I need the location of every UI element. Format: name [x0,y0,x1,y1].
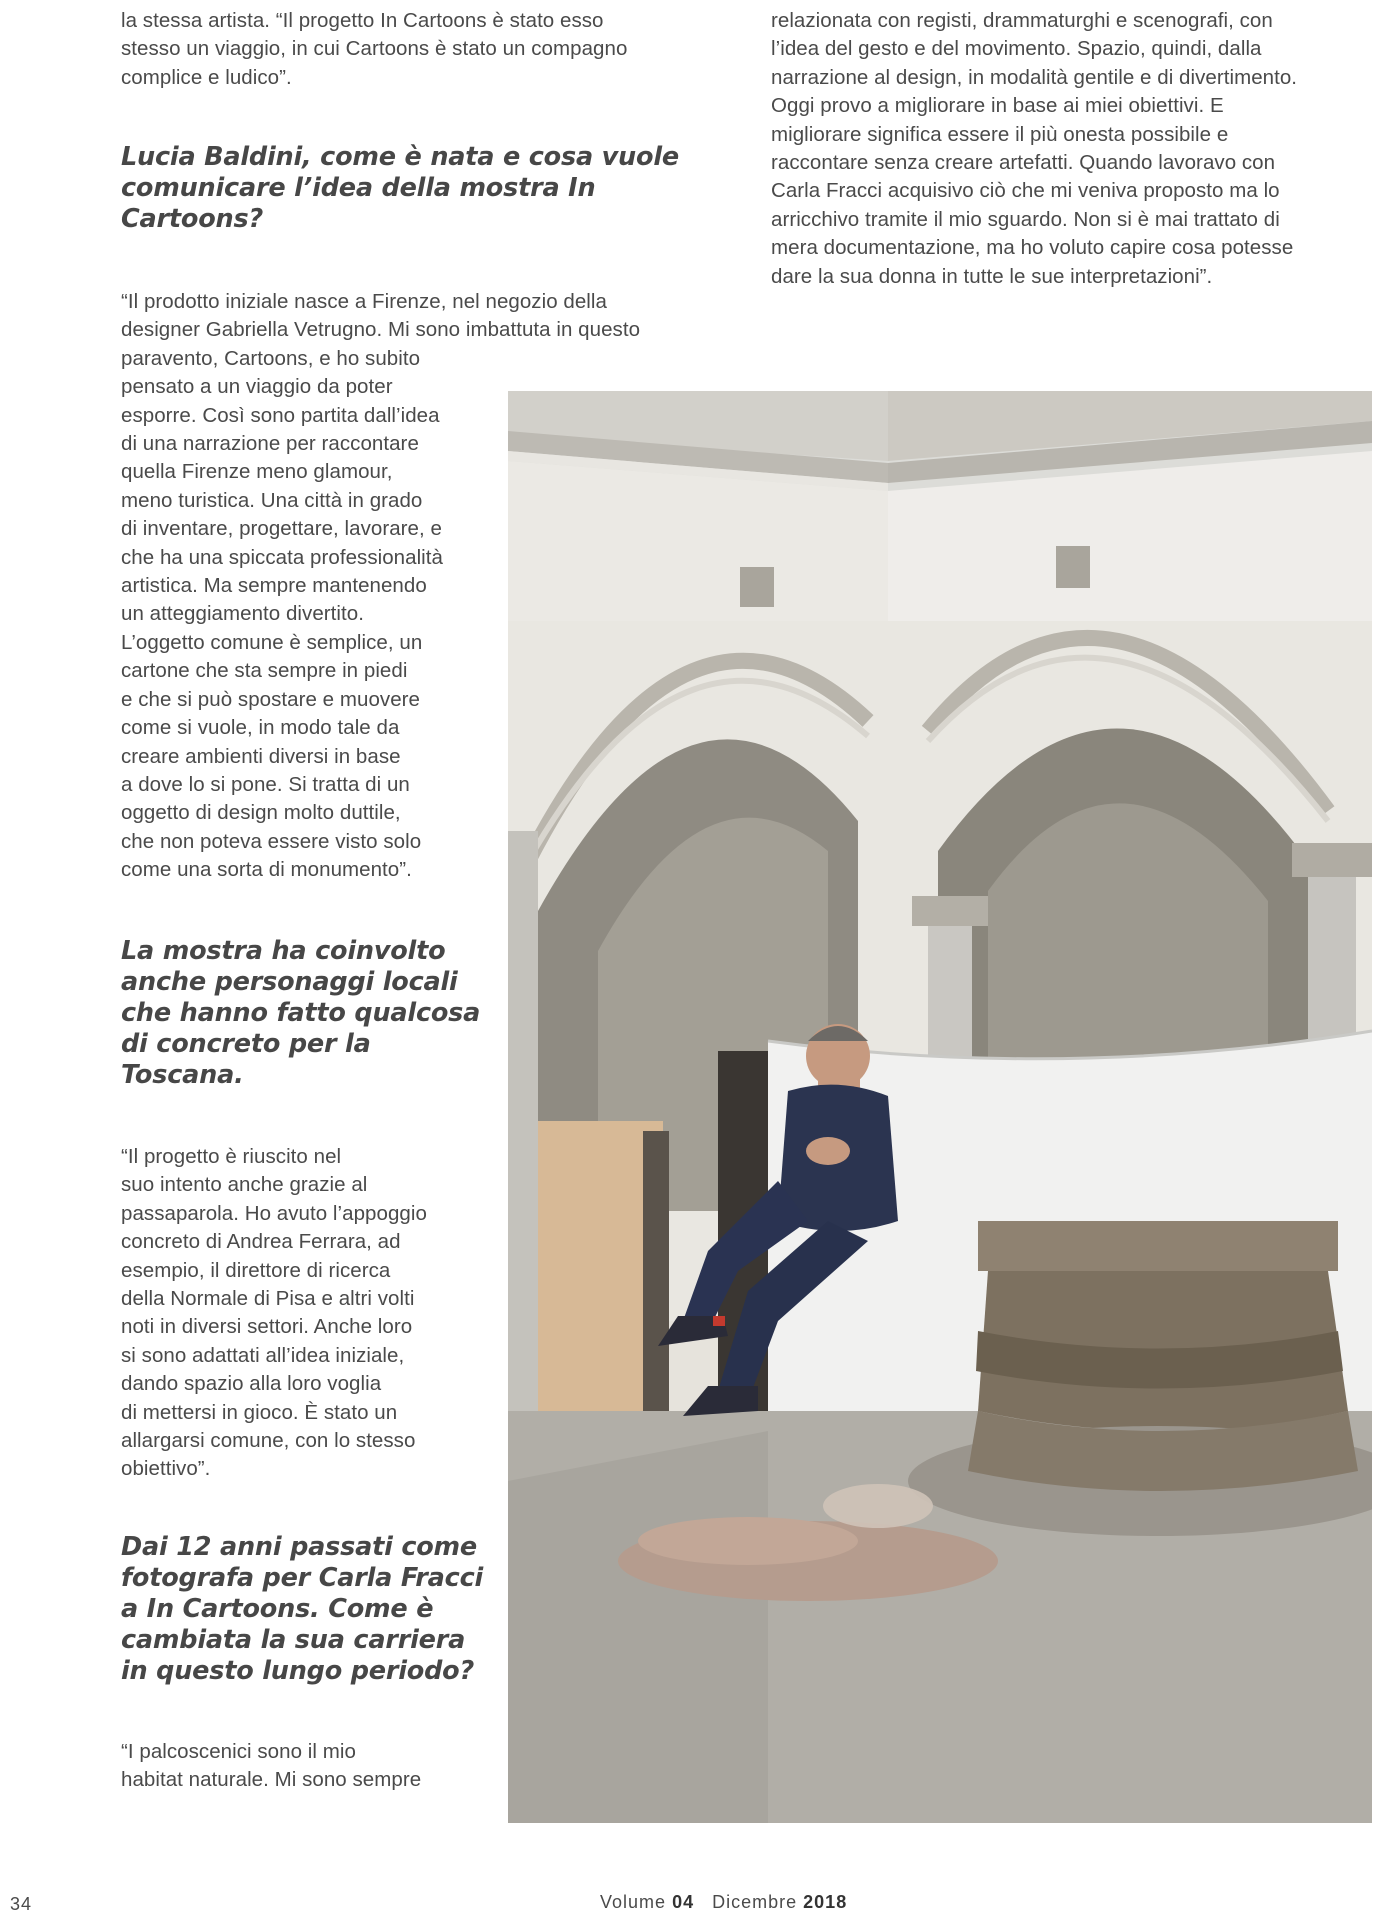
volume-number: 04 [672,1892,695,1912]
courtyard-photo [508,391,1372,1823]
issue-month: Dicembre [712,1892,798,1912]
answer-1: “Il prodotto iniziale nasce a Firenze, nel negozio della designer Gabriella Vetrugno. Mi sono imbattuta in questo paravento, Cartoons, e ho subito pensato a un viaggio da poter esporre. Così sono partita dall’idea di una narrazione per raccontare quella Firenze meno glamour, meno turistica. Una città in grado di inventare, progettare, lavorare, e che ha una spiccata professionalità artistica. Ma sempre mantenendo un atteggiamento divertito. L’oggetto comune è semplice, un cartone che sta sempre in piedi e che si può spostare e muovere come si vuole, in modo tale da creare ambienti diversi in base a dove lo si pone. Si tratta di un oggetto di design molto duttile, che non poteva essere visto solo come una sorta di monumento”. [121,290,641,882]
left-column [121,7,741,92]
answer-3: “I palcoscenici sono il mio habitat naturale. Mi sono sempre [121,1740,422,1792]
volume-label: Volume [600,1892,667,1912]
question-3: Dai 12 anni passati come fotografa per Carla Fracci a In Cartoons. Come è cambiata la sua carriera in questo lungo periodo? [121,1532,484,1686]
page-number: 34 [10,1894,33,1914]
answer-2: “Il progetto è riuscito nel suo intento anche grazie al passaparola. Ho avuto l’appoggio concreto di Andrea Ferrara, ad esempio, il direttore di ricerca della Normale di Pisa e altri volti noti in diversi settori. Anche loro si sono adattati all’idea iniziale, dando spazio alla loro voglia di mettersi in gioco. È stato un allargarsi comune, con lo stesso obiettivo”. [121,1145,427,1481]
intro-paragraph: la stessa artista. “Il progetto In Cartoons è stato esso stesso un viaggio, in cui Cartoons è stato un compagno complice e ludico”. [121,9,628,89]
issue-year: 2018 [803,1892,848,1912]
question-1: Lucia Baldini, come è nata e cosa vuole comunicare l’idea della mostra In Cartoons? [121,142,679,234]
right-column: relazionata con registi, drammaturghi e scenografi, con l’idea del gesto e del movimento. Spazio, quindi, dalla narrazione al design, in modalità gentile e di divertimento. Oggi provo a migliorare in base ai miei obiettivi. E migliorare significa essere il più onesta possibile e raccontare senza creare artefatti. Quando lavoravo con Carla Fracci acquisivo ciò che mi veniva proposto ma lo arricchivo tramite il mio sguardo. Non si è mai trattato di mera documentazione, ma ho voluto capire cosa potesse dare la sua donna in tutte le sue interpretazioni”. [771,9,1298,288]
issue-info [600,1892,847,1913]
question-2: La mostra ha coinvolto anche personaggi locali che hanno fatto qualcosa di concreto per la Toscana. [121,936,481,1090]
